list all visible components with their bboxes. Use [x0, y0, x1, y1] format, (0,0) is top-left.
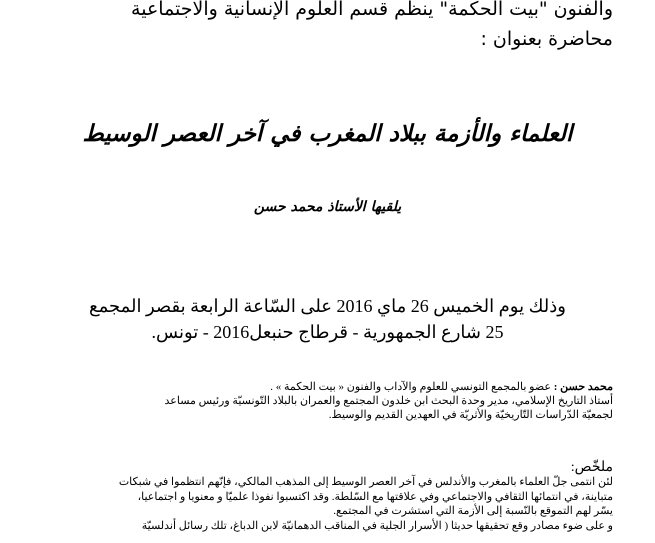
abstract-body: [40, 475, 613, 533]
intro-line-1: والفنون "بيت الحكمة" ينظم قسم العلوم الإنسانية والاجتماعية: [131, 0, 613, 20]
bio-line-3: لجمعيّة الدّراسات التّاريخيّة والأثريّة في العهدين القديم والوسيط.: [328, 409, 613, 421]
lecturer-bio: [40, 380, 613, 422]
venue-line: 25 شارع الجمهورية - قرطاج حنبعل2016 - تونس.: [151, 322, 504, 342]
bio-line-2: أستاذ التاريخ الإسلامي، مدير وحدة البحث ابن خلدون المجتمع والعمران بالبلاد التّونسيّة ورئيس مساعد: [164, 395, 613, 407]
abstract-line-4: و على ضوء مصادر وقع تحقيقها حديثا ( الأسرار الجلية في المناقب الدهمانيّة لابن الدباغ، تلك رسائل أندلسيّة: [141, 519, 613, 532]
intro-paragraph: [40, 0, 613, 54]
lecturer-line: يلقيها الأستاذ محمد حسن: [253, 199, 402, 215]
abstract-line-1: لئن انتمى جلّ العلماء بالمغرب والأندلس في آخر العصر الوسيط إلى المذهب المالكي، فإنّهم انتظموا في شبكات: [118, 476, 613, 488]
bio-name: محمد حسن :: [553, 381, 613, 393]
lecture-title: العلماء والأزمة ببلاد المغرب في آخر العصر الوسيط: [82, 120, 573, 147]
date-line: وذلك يوم الخميس 26 ماي 2016 على السّاعة الرابعة بقصر المجمع: [89, 296, 566, 316]
bio-line-1: [40, 380, 613, 394]
abstract-line-2: متباينة، في انتمائها الثقافي والاجتماعي وفي علاقتها مع السّلطة. وقد اكتسبوا نفوذا علميّا و معنويا و اجتماعيا،: [137, 490, 613, 503]
abstract-heading: ملخّص:: [570, 460, 613, 475]
abstract-line-3: يسّر لهم التموقع بالنّسبة إلى الأزمة التي استشرت في المجتمع.: [333, 505, 613, 517]
bio-membership: عضو بالمجمع التونسي للعلوم والآداب والفنون « بيت الحكمة » .: [270, 381, 554, 393]
intro-line-2: محاضرة بعنوان :: [480, 28, 613, 50]
date-venue: [60, 293, 595, 345]
